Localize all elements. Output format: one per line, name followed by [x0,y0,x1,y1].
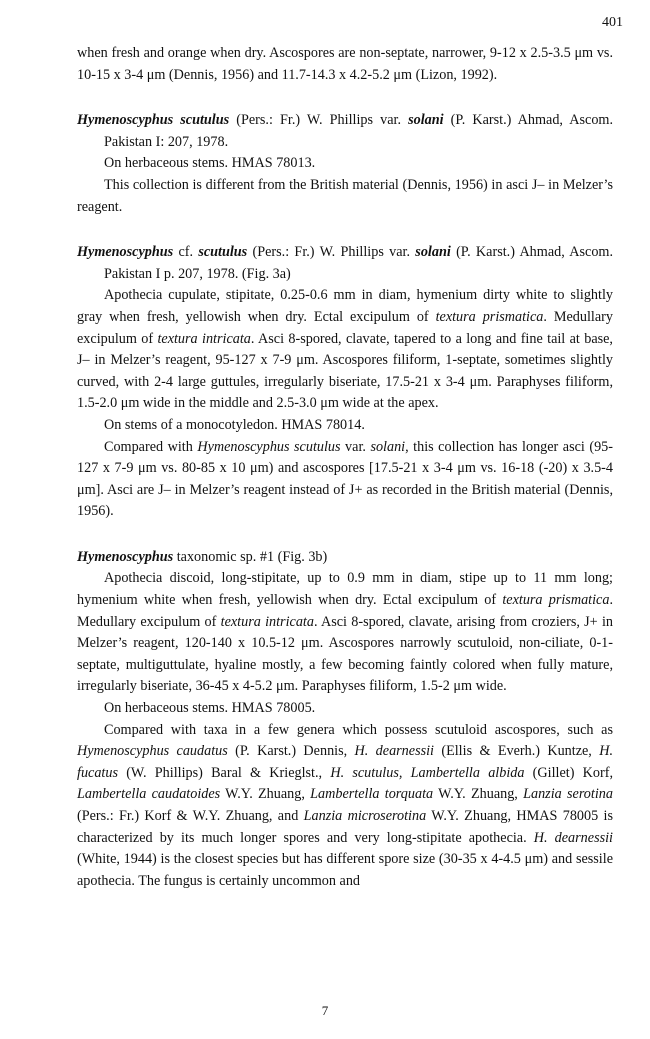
entry1-note: This collection is different from the British material (Dennis, 1956) in asci J– in Melzer’s reagent. [77,176,613,215]
intro-paragraph: when fresh and orange when dry. Ascospores are non-septate, narrower, 9-12 x 2.5-3.5 μm vs. 10-15 x 3-4 μm (Dennis, 1956) and 11.7-14.3 x 4.2-5.2 μm (Lizon, 1992). [77,45,613,83]
comparison-text: Compared with taxa in a few genera which possess scutuloid ascospores, such as [104,721,613,738]
comparison-text: W.Y. Zhuang, [433,786,524,803]
taxon-name: Lambertella caudatoides [77,786,221,803]
comparison-text: (Gillet) Korf, [524,764,613,781]
entry3-description: Apothecia discoid, long-stipitate, up to 0.9 mm in diam, stipe up to 11 mm long; hymenium white when fresh, yellowish when dry. Ectal excipulum of textura prismatica. Medullary excipulum of textura intricata. Asci 8-spored, clavate, arising from croziers, J+ in Melzer’s reagent, 120-140 x 10.5-12 μm. Ascospores narrowly scutuloid, non-ciliate, 0-1-septate, multiguttulate, hyaline mostly, a few becoming faintly colored when fully mature, irregularly biseriate, 36-45 x 4-5.2 μm. Paraphyses filiform, 1.5-2 μm wide. [77,570,613,695]
page-number-top: 401 [602,15,623,30]
comparison-text: (Ellis & Everh.) Kuntze, [434,743,600,760]
entry3-comparison [77,720,613,893]
taxon-name: Lambertella torquata [310,786,434,803]
taxon-name: Hymenoscyphus caudatus [77,743,228,760]
entry2-heading: Hymenoscyphus cf. scutulus (Pers.: Fr.) W. Phillips var. solani (P. Karst.) Ahmad, Ascom. Pakistan I p. 207, 1978. (Fig. 3a) [77,244,613,282]
page-number-bottom: 7 [321,1003,329,1018]
comparison-text: (W. Phillips) Baral & Krieglst., [117,764,331,781]
taxon-name: Lanzia serotina [523,786,613,803]
comparison-text: W.Y. Zhuang, [220,786,311,803]
taxon-name: H. dearnessii [354,743,434,760]
taxon-name: Lanzia microserotina [303,808,427,824]
page-body [77,43,613,892]
comparison-text: W.Y. Zhuang, HMAS 78005 is characterized by its much longer spores and very long-stipitate apothecia. [77,808,614,846]
entry2-comparison: Compared with Hymenoscyphus scutulus var. solani, this collection has longer asci (95-127 x 7-9 μm vs. 80-85 x 10 μm) and ascospores [17.5-21 x 3-4 μm vs. 16-18 (-20) x 3.5-4 μm]. Asci are J– in Melzer’s reagent instead of J+ as recorded in the British material (Dennis, 1956). [77,438,613,520]
comparison-text: (Pers.: Fr.) Korf & W.Y. Zhuang, and [77,808,304,824]
entry1-specimen: On herbaceous stems. HMAS 78013. [104,155,316,172]
entry3-specimen: On herbaceous stems. HMAS 78005. [104,700,316,717]
taxon-name: H. dearnessii [533,829,613,846]
entry2-description: Apothecia cupulate, stipitate, 0.25-0.6 mm in diam, hymenium dirty white to slightly gray when fresh, yellowish when dry. Ectal excipulum of textura prismatica. Medullary excipulum of textura intricata. Asci 8-spored, clavate, tapered to a long and fine tail at base, J– in Melzer’s reagent, 95-127 x 7-9 μm. Ascospores filiform, 1-septate, sometimes slightly curved, with 2-4 large guttules, irregularly biseriate, 17.5-21 x 3-4 μm. Paraphyses filiform, 1.5-2.0 μm wide in the middle and 2.5-3.0 μm wide at the apex. [77,287,613,412]
comparison-text: (White, 1944) is the closest species but has different spore size (30-35 x 4-4.5 μm) and sessile apothecia. The fungus is certainly uncommon and [77,851,613,889]
entry2-specimen: On stems of a monocotyledon. HMAS 78014. [104,416,365,433]
entry1-heading: Hymenoscyphus scutulus (Pers.: Fr.) W. Phillips var. solani (P. Karst.) Ahmad, Ascom. Pakistan I: 207, 1978. [77,112,614,150]
entry3-heading: Hymenoscyphus taxonomic sp. #1 (Fig. 3b) [77,548,328,565]
comparison-text: (P. Karst.) Dennis, [227,743,355,760]
taxon-name: H. fucatus [77,743,613,781]
taxon-name: H. scutulus, Lambertella albida [330,764,525,781]
